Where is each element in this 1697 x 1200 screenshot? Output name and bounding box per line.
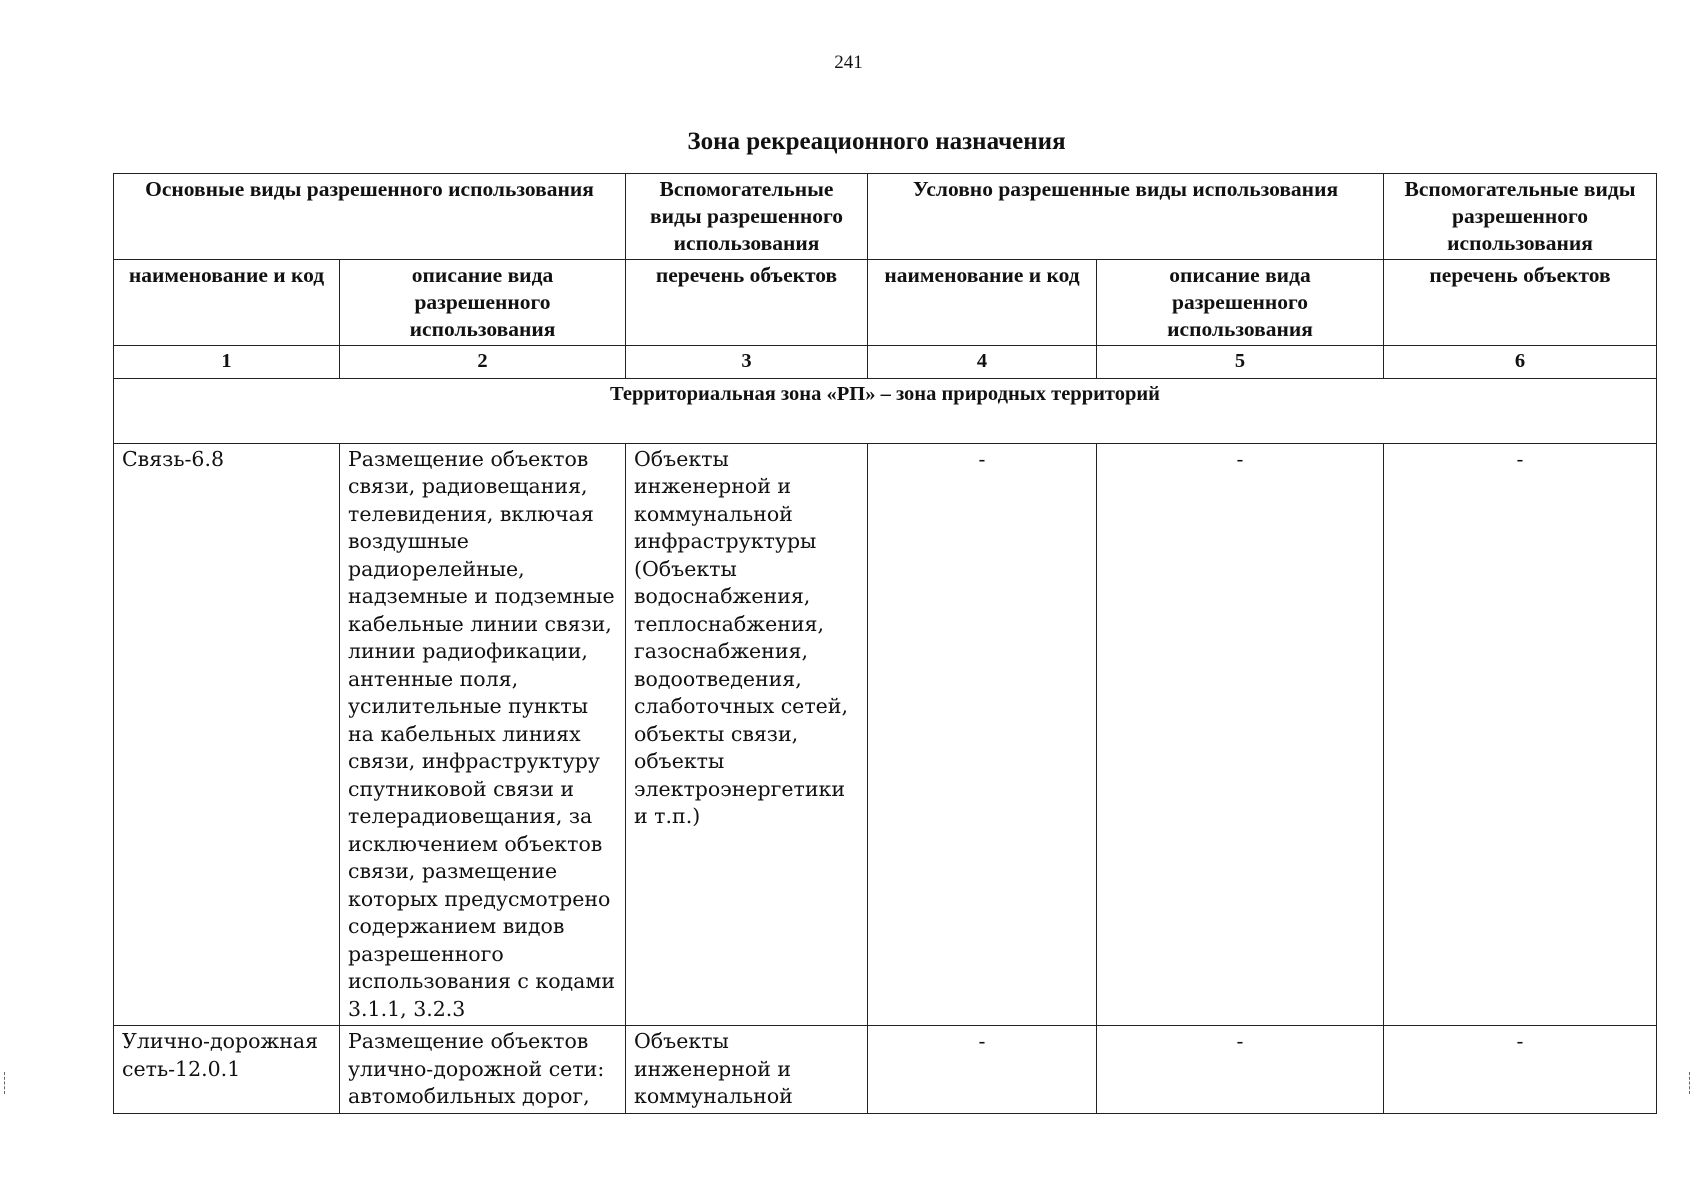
header-description-2: описание вида разрешенного использования: [1097, 260, 1384, 346]
scan-edge-mark-left: [4, 1072, 8, 1094]
table-row: [114, 443, 1657, 1026]
conditional-objects: -: [1384, 443, 1657, 1026]
use-description: Размещение объектов улично-дорожной сети: автомобильных дорог,: [340, 1026, 626, 1114]
column-number-row: [114, 346, 1657, 379]
column-number: 3: [626, 346, 868, 379]
land-use-table: [113, 173, 1657, 1114]
header-objects-list: перечень объектов: [626, 260, 868, 346]
conditional-description: -: [1097, 1026, 1384, 1114]
conditional-name: -: [868, 1026, 1097, 1114]
header-conditional-uses: Условно разрешенные виды использования: [868, 174, 1384, 260]
page-title: Зона рекреационного назначения: [687, 128, 1066, 155]
column-number: 4: [868, 346, 1097, 379]
use-name-code: Связь-6.8: [114, 443, 340, 1026]
header-aux-uses-2: Вспомогательные виды разрешенного использования: [1384, 174, 1657, 260]
table-row: [114, 1026, 1657, 1114]
objects-list: Объекты инженерной и коммунальной инфраструктуры (Объекты водоснабжения, теплоснабжения, газоснабжения, водоотведения, слаботочных сетей, объекты связи, объекты электроэнергетики и т.п.): [626, 443, 868, 1026]
use-description: Размещение объектов связи, радиовещания, телевидения, включая воздушные радиорелейные, надземные и подземные кабельные линии связи, линии радиофикации, антенные поля, усилительные пункты на кабельных линиях связи, инфраструктуру спутниковой связи и телерадиовещания, за исключением объектов связи, размещение которых предусмотрено содержанием видов разрешенного использования с кодами 3.1.1, 3.2.3: [340, 443, 626, 1026]
conditional-objects: -: [1384, 1026, 1657, 1114]
header-group-row: [114, 174, 1657, 260]
column-number: 6: [1384, 346, 1657, 379]
zone-title: Территориальная зона «РП» – зона природных территорий: [114, 378, 1657, 443]
column-number: 5: [1097, 346, 1384, 379]
header-sub-row: [114, 260, 1657, 346]
header-objects-list-2: перечень объектов: [1384, 260, 1657, 346]
header-name-code: наименование и код: [114, 260, 340, 346]
header-main-uses: Основные виды разрешенного использования: [114, 174, 626, 260]
header-description: описание вида разрешенного использования: [340, 260, 626, 346]
column-number: 1: [114, 346, 340, 379]
conditional-description: -: [1097, 443, 1384, 1026]
use-name-code: Улично-дорожная сеть-12.0.1: [114, 1026, 340, 1114]
page-number: 241: [834, 52, 863, 73]
column-number: 2: [340, 346, 626, 379]
conditional-name: -: [868, 443, 1097, 1026]
zone-title-row: [114, 378, 1657, 443]
header-name-code-2: наименование и код: [868, 260, 1097, 346]
scan-edge-mark-right: [1689, 1072, 1693, 1094]
header-aux-uses: Вспомогательные виды разрешенного использования: [626, 174, 868, 260]
objects-list: Объекты инженерной и коммунальной: [626, 1026, 868, 1114]
